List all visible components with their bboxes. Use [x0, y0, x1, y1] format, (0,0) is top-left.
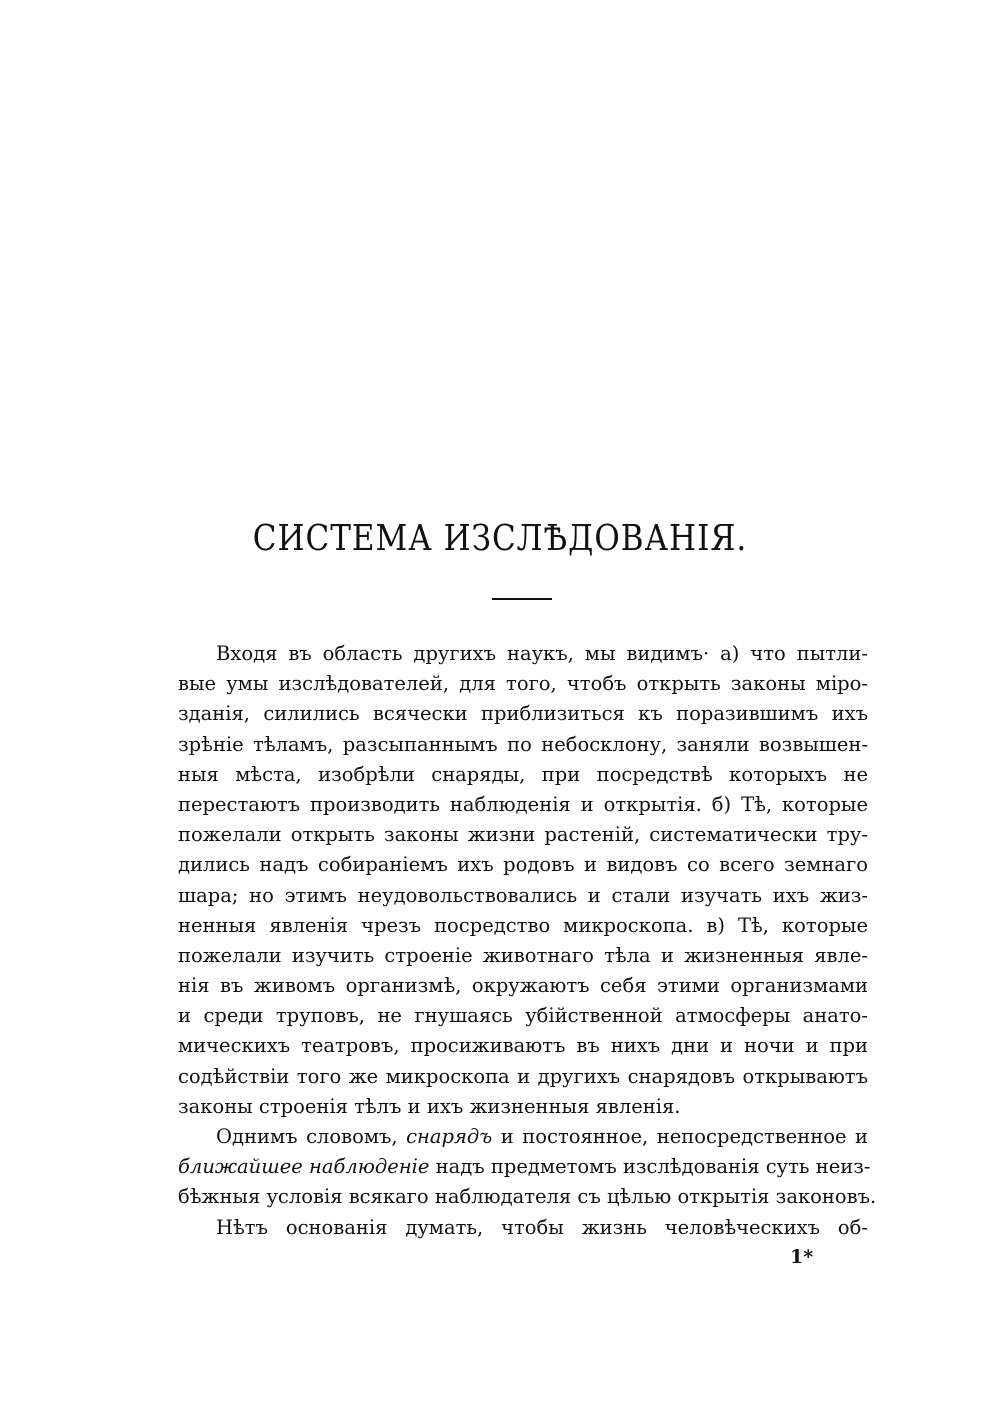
text-line: шара; но этимъ неудовольствовались и стали изучать ихъ жиз- [178, 883, 868, 907]
text-line: бѣжныя условія всякаго наблюдателя съ цѣлью открытія законовъ. [178, 1185, 877, 1209]
italic-term: снарядъ [406, 1125, 493, 1148]
paragraph-3 [178, 1213, 868, 1243]
text-line: и среди труповъ, не гнушаясь убійственной атмосферы анато- [178, 1004, 868, 1028]
text-line: нія въ живомъ организмѣ, окружаютъ себя этими организмами [178, 974, 868, 998]
italic-term: ближайшее наблюденіе [178, 1155, 430, 1179]
text-segment: надъ предметомъ изслѣдованія суть неиз- [435, 1155, 871, 1179]
text-line: пожелали открыть законы жизни растеній, систематически тру- [178, 823, 868, 847]
page-title: СИСТЕМА ИЗСЛѢДОВАНІЯ. [252, 518, 748, 560]
page-signature: 1* [790, 1246, 814, 1268]
text-line: мическихъ театровъ, просиживаютъ въ нихъ дни и ночи и при [178, 1034, 868, 1058]
text-line: ныя мѣста, изобрѣли снаряды, при посредствѣ которыхъ не [178, 762, 868, 786]
text-segment: и постоянное, непосредственное и [500, 1125, 868, 1148]
text-line: зданія, силились всячески приблизиться къ поразившимъ ихъ [178, 702, 868, 726]
paragraph-1 [178, 639, 868, 1122]
text-line: содѣйствіи того же микроскопа и другихъ снарядовъ открываютъ [178, 1064, 868, 1088]
text-line: законы строенія тѣлъ и ихъ жизненныя явленія. [178, 1094, 681, 1118]
title-divider [492, 598, 552, 600]
text-line: вые умы изслѣдователей, для того, чтобъ открыть законы міро- [178, 672, 868, 696]
text-line: пожелали изучить строеніе животнаго тѣла и жизненныя явле- [178, 943, 868, 967]
text-line: перестаютъ производить наблюденія и открытія. б) Тѣ, которые [178, 792, 868, 816]
paragraph-2 [178, 1122, 877, 1213]
text-line: Входя въ область другихъ наукъ, мы видимъ· а) что пытли- [216, 642, 868, 665]
text-segment: Однимъ словомъ, [216, 1125, 398, 1148]
text-line: дились надъ собираніемъ ихъ родовъ и видовъ со всего земнаго [178, 853, 868, 877]
text-line [178, 1122, 868, 1152]
text-line: Нѣтъ основанія думать, чтобы жизнь человѣческихъ об- [216, 1215, 868, 1239]
body-text [178, 639, 877, 1243]
text-line: ненныя явленія чрезъ посредство микроскопа. в) Тѣ, которые [178, 913, 868, 937]
text-line [178, 1152, 871, 1182]
text-line: зрѣніе тѣламъ, разсыпаннымъ по небосклону, заняли возвышен- [178, 732, 868, 756]
